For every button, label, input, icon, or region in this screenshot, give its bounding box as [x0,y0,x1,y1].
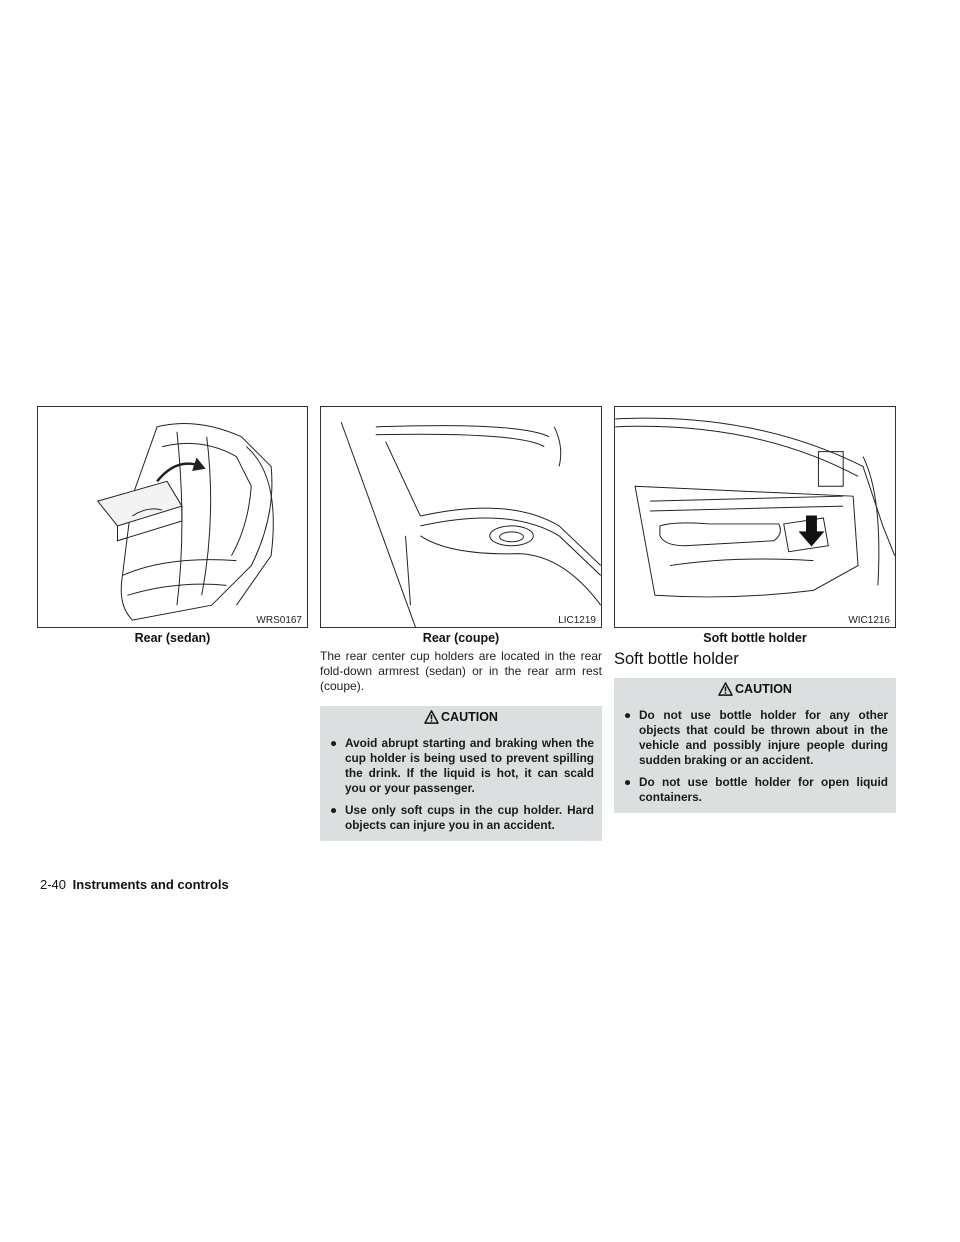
caution-box-bottle-holder [614,678,896,813]
caution-box-cup-holder [320,706,602,841]
caution-item-text: Use only soft cups in the cup holder. Hard objects can injure you in an accident. [345,803,594,832]
rear-coupe-armrest-illustration [321,407,601,627]
page-number: 2-40 [40,877,67,892]
rear-sedan-seat-illustration [38,407,307,627]
caution-item-text: Do not use bottle holder for any other objects that could be thrown about in the vehicle and possibly injure people during sudden braking or an accident. [639,708,888,767]
warning-triangle-icon [424,710,439,724]
caution-header [622,678,888,700]
figure-caption: Soft bottle holder [703,631,807,645]
figure-code: WIC1216 [848,615,890,626]
figure-caption: Rear (sedan) [134,631,211,645]
figure-caption: Rear (coupe) [422,631,500,645]
page-footer [40,877,229,892]
section-title: Instruments and controls [72,877,229,892]
caution-item-text: Avoid abrupt starting and braking when the cup holder is being used to prevent spilling the drink. If the liquid is hot, it can scald you or your passenger. [345,736,594,795]
door-bottle-holder-illustration [615,407,895,627]
figure-rear-coupe [320,406,602,628]
section-heading: Soft bottle holder [614,650,739,668]
figure-soft-bottle-holder [614,406,896,628]
bullet-icon: ● [624,775,632,789]
caution-item [622,708,888,768]
caution-title: CAUTION [735,682,792,696]
bullet-icon: ● [624,708,632,722]
bullet-icon: ● [330,736,338,750]
warning-triangle-icon [718,682,733,696]
caution-title: CAUTION [441,710,498,724]
caution-item-text: Do not use bottle holder for open liquid containers. [639,775,888,804]
figure-rear-sedan [37,406,308,628]
caution-item [328,736,594,796]
caution-header [328,706,594,728]
figure-code: LIC1219 [558,615,596,626]
caution-item [328,803,594,833]
cup-holder-paragraph: The rear center cup holders are located in the rear fold-down armrest (sedan) or in the rear arm rest (coupe). [320,649,602,693]
figure-code: WRS0167 [256,615,302,626]
caution-item [622,775,888,805]
bullet-icon: ● [330,803,338,817]
